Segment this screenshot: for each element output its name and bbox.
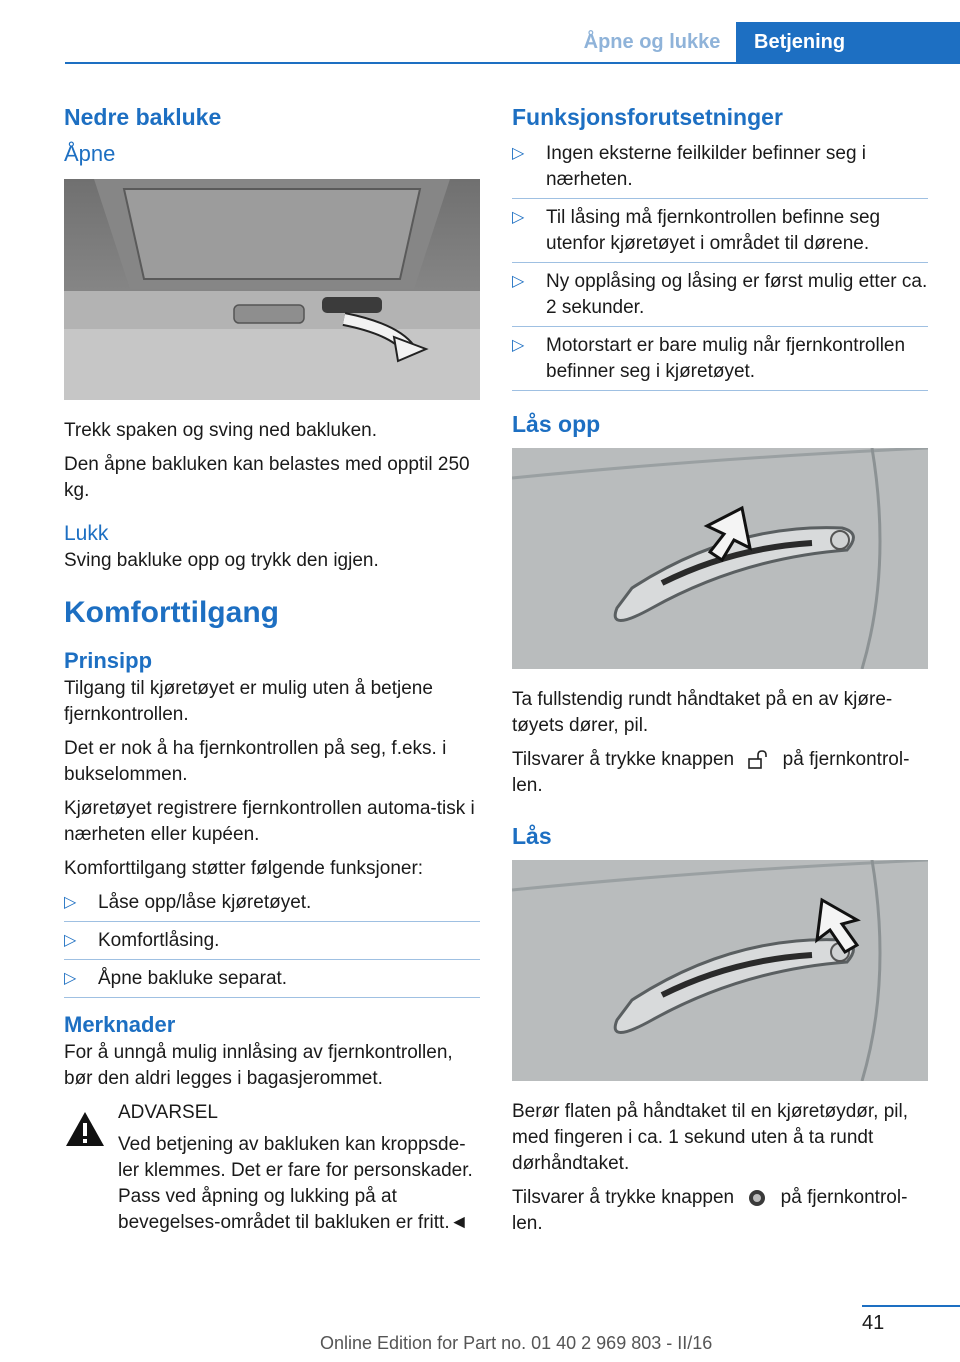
list-item: ▷ Komfortlåsing. [64, 928, 480, 960]
list-item: ▷ Låse opp/låse kjøretøyet. [64, 890, 480, 922]
warning-text: Ved betjening av bakluken kan kroppsde‐ler klemmes. Det er fare for personskader. Pass ved åpning og lukking på at bevegelses‐området til bakluken er fritt.◄ [118, 1134, 473, 1233]
warning-title: ADVARSEL [118, 1102, 218, 1123]
open-instruction-2: Den åpne bakluken kan belastes med opptil 250 kg. [64, 454, 470, 501]
warning-box [64, 1100, 480, 1236]
functions-list [64, 890, 480, 998]
unlock-instruction-1: Ta fullstendig rundt håndtaket på en av kjøre‐tøyets dører, pil. [512, 689, 893, 736]
list-item: ▷ Motorstart er bare mulig når fjernkontrollen befinner seg i kjøretøyet. [512, 333, 928, 391]
notes-text: For å unngå mulig innlåsing av fjernkontrollen, bør den aldri legges i bagasjerommet. [64, 1042, 453, 1089]
principle-text-3: Kjøretøyet registrere fjernkontrollen automa‐tisk i nærheten eller kupéen. [64, 798, 475, 845]
lock-instruction-1: Berør flaten på håndtaket til en kjøretøydør, pil, med fingeren i ca. 1 sekund uten å ta rundt dørhåndtaket. [512, 1101, 909, 1174]
principle-text-2: Det er nok å ha fjernkontrollen på seg, f.eks. i bukselommen. [64, 738, 447, 785]
triangle-right-icon: ▷ [512, 337, 525, 354]
triangle-right-icon: ▷ [64, 894, 77, 911]
prerequisites-list [512, 141, 928, 391]
triangle-right-icon: ▷ [512, 145, 525, 162]
footer-rule [862, 1305, 960, 1307]
list-item: ▷ Ny opplåsing og låsing er først mulig etter ca. 2 sekunder. [512, 269, 928, 327]
header-rule [65, 62, 960, 64]
triangle-right-icon: ▷ [64, 970, 77, 987]
triangle-right-icon: ▷ [512, 273, 525, 290]
subsection-title-open: Åpne [64, 141, 116, 166]
right-column [512, 98, 928, 1245]
triangle-right-icon: ▷ [64, 932, 77, 949]
principle-text-4: Komforttilgang støtter følgende funksjoner: [64, 858, 424, 879]
trunk-photo [64, 179, 480, 400]
lock-title: Lås [512, 823, 552, 849]
principle-title: Prinsipp [64, 648, 153, 673]
unlock-instruction-2: Tilsvarer å trykke knappen på fjernkontrol‐len. [512, 749, 910, 796]
prerequisites-title: Funksjonsforutsetninger [512, 104, 783, 130]
list-item: ▷ Til låsing må fjernkontrollen befinne seg utenfor kjøretøyet i området til dørene. [512, 205, 928, 263]
left-column [64, 98, 480, 1236]
lock-button-icon [747, 1188, 767, 1208]
door-handle-lock-photo [512, 860, 928, 1081]
warning-triangle-icon [64, 1110, 106, 1148]
principle-text-1: Tilgang til kjøretøyet er mulig uten å betjene fjernkontrollen. [64, 678, 433, 725]
edition-text: Online Edition for Part no. 01 40 2 969 803 - II/16 [320, 1333, 713, 1353]
lock-instruction-2: Tilsvarer å trykke knappen på fjernkontrol‐len. [512, 1187, 908, 1234]
notes-title: Merknader [64, 1012, 176, 1037]
unlock-icon [747, 750, 769, 770]
page-number: 41 [862, 1312, 885, 1334]
section-title-lower-tailgate: Nedre bakluke [64, 104, 222, 130]
header-section-tab: Åpne og lukke [583, 31, 721, 53]
list-item: ▷ Ingen eksterne feilkilder befinner seg i nærheten. [512, 141, 928, 199]
close-instruction: Sving bakluke opp og trykk den igjen. [64, 550, 379, 571]
chapter-title-comfort-access: Komforttilgang [64, 596, 279, 629]
open-instruction-1: Trekk spaken og sving ned bakluken. [64, 420, 377, 441]
triangle-right-icon: ▷ [512, 209, 525, 226]
list-item: ▷ Åpne bakluke separat. [64, 966, 480, 998]
header-chapter-tab: Betjening [736, 22, 960, 62]
unlock-title: Lås opp [512, 411, 601, 437]
door-handle-unlock-photo [512, 448, 928, 669]
close-label: Lukk [64, 522, 109, 545]
